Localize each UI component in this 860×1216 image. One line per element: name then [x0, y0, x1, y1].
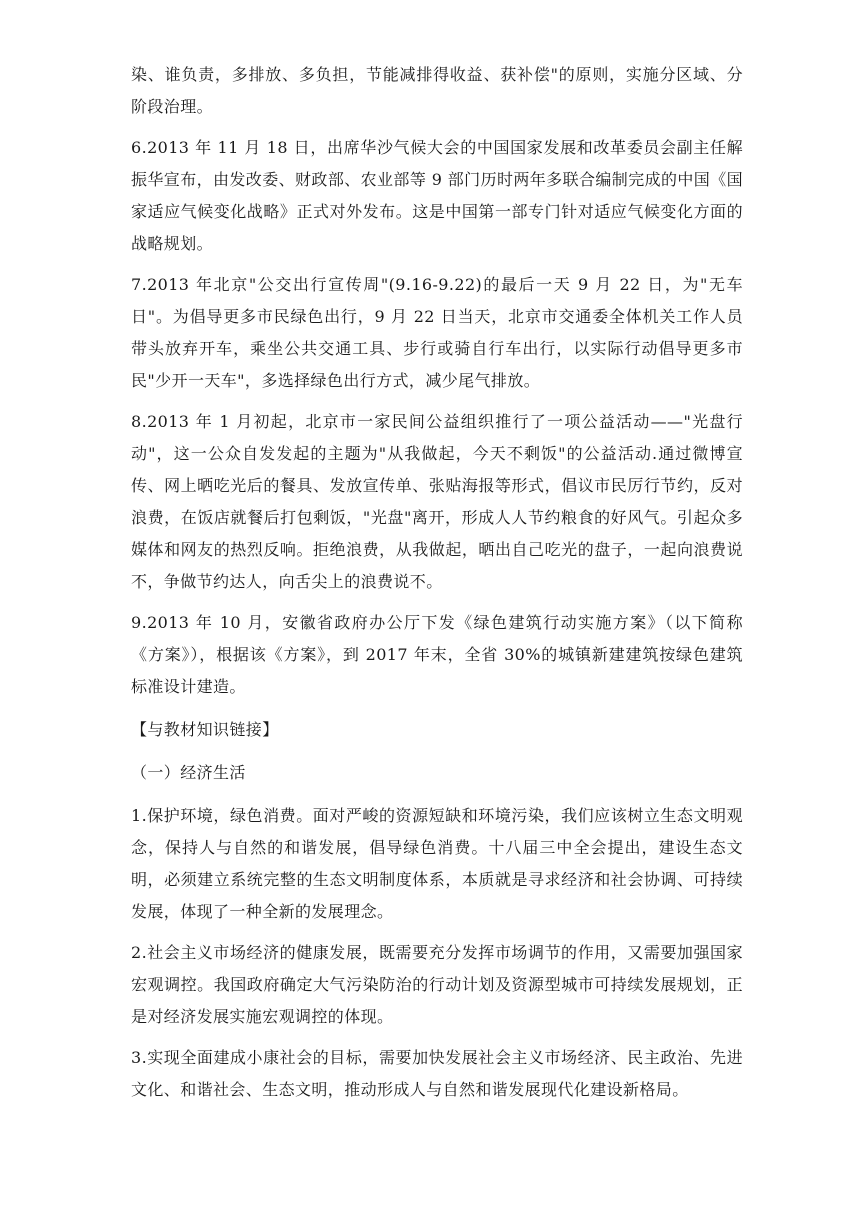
- paragraph-item-7: 7.2013 年北京"公交出行宣传周"(9.16-9.22)的最后一天 9 月 22 日，为"无车日"。为倡导更多市民绿色出行，9 月 22 日当天，北京市交通委全体机关工作人员带头放弃开车，乘坐公共交通工具、步行或骑自行车出行，以实际行动倡导更多市民"少开一天车"，多选择绿色出行方式，减少尾气排放。: [131, 275, 743, 390]
- document-body: [131, 59, 743, 1115]
- knowledge-point-3: 3.实现全面建成小康社会的目标，需要加快发展社会主义市场经济、民主政治、先进文化、和谐社会、生态文明，推动形成人与自然和谐发展现代化建设新格局。: [131, 1048, 743, 1099]
- section-heading: 【与教材知识链接】: [131, 720, 279, 739]
- knowledge-point-2: 2.社会主义市场经济的健康发展，既需要充分发挥市场调节的作用，又需要加强国家宏观调控。我国政府确定大气污染防治的行动计划及资源型城市可持续发展规划，正是对经济发展实施宏观调控的体现。: [131, 943, 743, 1026]
- paragraph-continuation: 染、谁负责，多排放、多负担，节能减排得收益、获补偿"的原则，实施分区域、分阶段治理。: [131, 65, 743, 116]
- knowledge-point-1: 1.保护环境，绿色消费。面对严峻的资源短缺和环境污染，我们应该树立生态文明观念，保持人与自然的和谐发展，倡导绿色消费。十八届三中全会提出，建设生态文明，必须建立系统完整的生态文明制度体系，本质就是寻求经济和社会协调、可持续发展，体现了一种全新的发展理念。: [131, 806, 743, 921]
- paragraph-item-9: 9.2013 年 10 月，安徽省政府办公厅下发《绿色建筑行动实施方案》（以下简称《方案》），根据该《方案》，到 2017 年末，全省 30%的城镇新建建筑按绿色建筑标准设计建造。: [131, 613, 743, 696]
- paragraph-item-6: 6.2013 年 11 月 18 日，出席华沙气候大会的中国国家发展和改革委员会副主任解振华宣布，由发改委、财政部、农业部等 9 部门历时两年多联合编制完成的中国《国家适应气候变化战略》正式对外发布。这是中国第一部专门针对适应气候变化方面的战略规划。: [131, 138, 743, 253]
- subsection-heading: （一）经济生活: [131, 763, 246, 782]
- paragraph-item-8: 8.2013 年 1 月初起，北京市一家民间公益组织推行了一项公益活动——"光盘行动"，这一公众自发发起的主题为"从我做起，今天不剩饭"的公益活动.通过微博宣传、网上晒吃光后的餐具、发放宣传单、张贴海报等形式，倡议市民厉行节约，反对浪费，在饭店就餐后打包剩饭，"光盘"离开，形成人人节约粮食的好风气。引起众多媒体和网友的热烈反响。拒绝浪费，从我做起，晒出自己吃光的盘子，一起向浪费说不，争做节约达人，向舌尖上的浪费说不。: [131, 412, 743, 591]
